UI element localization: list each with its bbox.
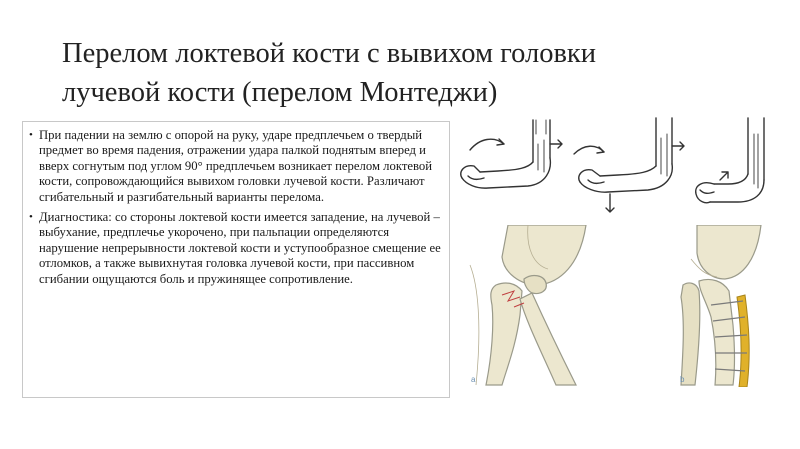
fracture-diagram-b — [677, 225, 773, 387]
arm-mechanism-illustration — [458, 114, 778, 222]
bullet-diagnostics-text: Диагностика: со стороны локтевой кости имеется западение, на лучевой – выбухание, предплечье укорочено, при пальпации определяются нарушение непрерывности локтевой кости и уступообразное смещение ее отломков, а также вывихнутая головка лучевой кости, при пассивном сгибании ощущаются боль и пружинящее сопротивление. — [39, 210, 441, 286]
bullet-dot-icon: • — [29, 129, 33, 141]
fracture-diagram-a-drawing — [468, 225, 618, 387]
arm-mechanism-drawing — [458, 114, 778, 222]
fracture-diagram-a-label: a — [471, 375, 476, 384]
text-box — [22, 121, 450, 398]
bullet-dot-icon: • — [29, 211, 33, 224]
slide-title-line-1: Перелом локтевой кости с вывихом головки — [62, 38, 596, 69]
bullet-mechanism — [29, 128, 441, 205]
bullet-mechanism-text: При падении на землю с опорой на руку, ударе предплечьем о твердый предмет во время падения, отражении удара палкой поднятым вперед и вверх согнутым под углом 90° предплечьем возникает перелом локтевой кости, сопровождающийся вывихом головки лучевой кости. Различают сгибательный и разгибательный варианты перелома. — [39, 128, 433, 204]
bullet-diagnostics — [29, 210, 441, 287]
fracture-diagram-b-label: b — [680, 375, 685, 384]
slide-title-line-2: лучевой кости (перелом Монтеджи) — [62, 77, 498, 108]
fracture-diagram-b-drawing — [677, 225, 773, 387]
fracture-diagram-a — [468, 225, 618, 387]
slide-title — [62, 34, 762, 112]
